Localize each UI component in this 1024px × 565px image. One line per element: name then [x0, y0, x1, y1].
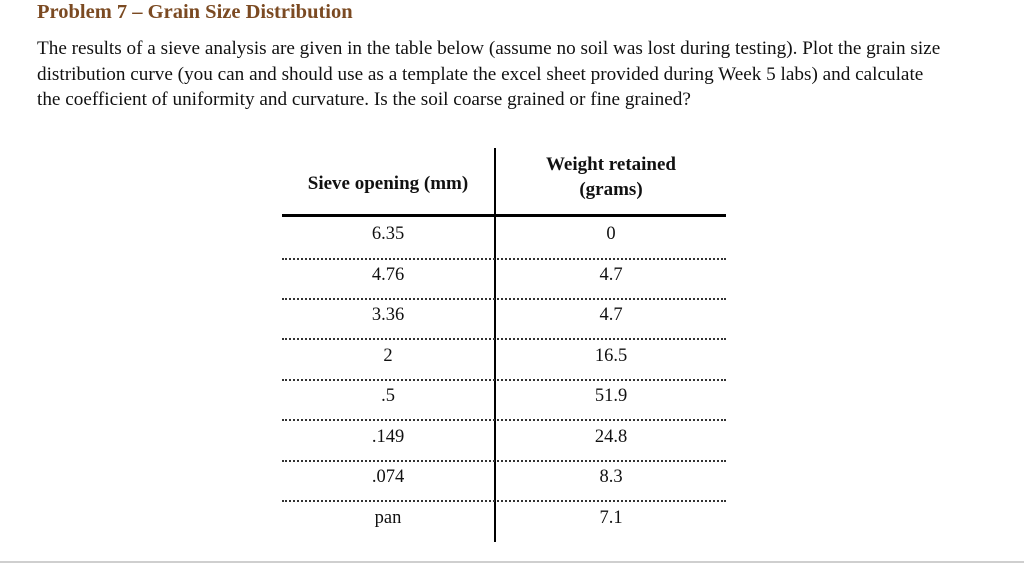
sieve-cell: .149: [371, 427, 405, 447]
weight-cell: 4.7: [599, 265, 623, 285]
problem-statement-line: distribution curve (you can and should use as a template the excel sheet provided during Week 5 labs) and calculate: [37, 63, 924, 85]
sieve-table: [282, 148, 726, 542]
weight-cell: 4.7: [599, 305, 623, 325]
sieve-cell: 6.35: [371, 224, 405, 244]
table-row: [282, 420, 726, 461]
sieve-cell: .5: [381, 386, 395, 406]
weight-cell: 24.8: [594, 427, 628, 447]
page-bottom-edge: [0, 561, 1024, 563]
table-row: [282, 501, 726, 542]
header-weight-retained: [496, 152, 726, 202]
problem-statement-line: The results of a sieve analysis are given in the table below (assume no soil was lost during testing). Plot the grain size: [37, 38, 941, 59]
weight-cell: 16.5: [594, 346, 628, 366]
sieve-cell: 4.76: [371, 265, 405, 285]
sieve-cell: 3.36: [371, 305, 405, 325]
header-weight-line2: (grams): [579, 179, 643, 200]
table-row: [282, 339, 726, 380]
weight-cell: 0: [606, 224, 616, 244]
table-row: [282, 217, 726, 258]
weight-cell: 7.1: [599, 508, 623, 528]
weight-cell: 8.3: [599, 467, 623, 487]
sieve-cell: 2: [383, 346, 393, 366]
problem-statement: [37, 36, 987, 113]
table-row: [282, 298, 726, 339]
header-sieve-opening: Sieve opening (mm): [307, 173, 469, 194]
header-weight-line1: Weight retained: [545, 154, 676, 175]
weight-cell: 51.9: [594, 386, 628, 406]
problem-title: Problem 7 – Grain Size Distribution: [37, 1, 353, 23]
table-row: [282, 258, 726, 299]
problem-statement-line: the coefficient of uniformity and curvature. Is the soil coarse grained or fine grained?: [37, 89, 691, 110]
table-row: [282, 460, 726, 501]
sieve-cell: .074: [371, 467, 405, 487]
table-row: [282, 379, 726, 420]
sieve-cell: pan: [374, 508, 402, 528]
